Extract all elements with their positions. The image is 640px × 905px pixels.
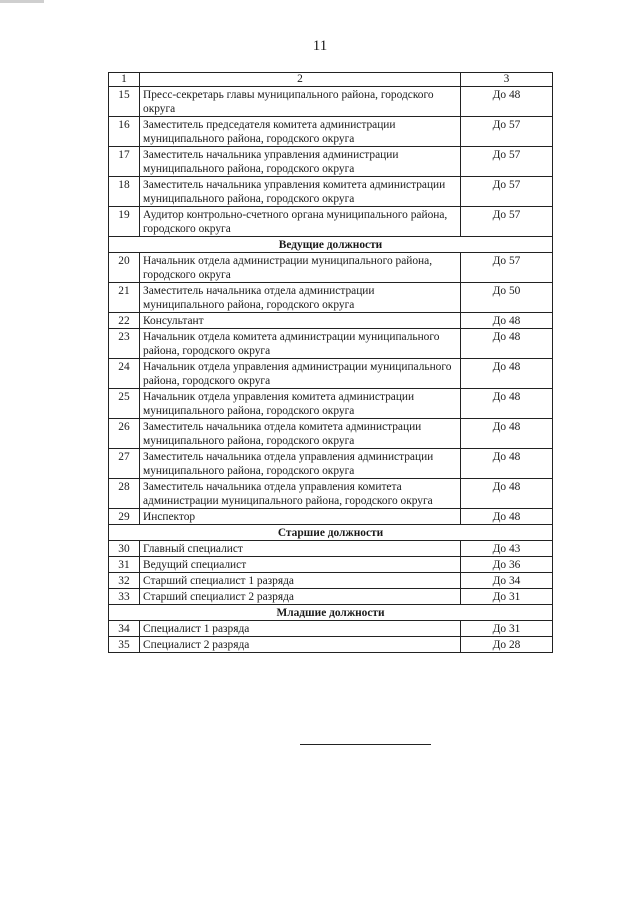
table-row [109,621,553,637]
row-number: 34 [109,621,140,637]
position-title: Старший специалист 2 разряда [140,589,461,605]
table-row [109,87,553,117]
table-row [109,389,553,419]
section-heading-row [109,525,553,541]
table-row [109,637,553,653]
section-heading-row [109,605,553,621]
row-number: 25 [109,389,140,419]
table-row [109,147,553,177]
table-row [109,359,553,389]
position-title: Начальник отдела комитета администрации муниципального района, городского округа [140,329,461,359]
end-of-document-line [300,744,431,745]
position-title: Заместитель начальника управления комитета администрации муниципального района, городского округа [140,177,461,207]
table-row [109,449,553,479]
table-row [109,479,553,509]
position-title: Заместитель начальника отдела комитета администрации муниципального района, городского округа [140,419,461,449]
row-value: До 36 [461,557,553,573]
position-title: Аудитор контрольно-счетного органа муниципального района, городского округа [140,207,461,237]
position-title: Специалист 2 разряда [140,637,461,653]
table-header-row [109,73,553,87]
table-row [109,419,553,449]
section-heading: Младшие должности [109,605,553,621]
table-row [109,541,553,557]
table-row [109,589,553,605]
table-row [109,207,553,237]
table-row [109,557,553,573]
row-value: До 43 [461,541,553,557]
row-value: До 31 [461,621,553,637]
row-number: 18 [109,177,140,207]
page-number: 11 [312,38,328,54]
row-number: 26 [109,419,140,449]
position-title: Пресс-секретарь главы муниципального района, городского округа [140,87,461,117]
row-value: До 48 [461,359,553,389]
table-row [109,253,553,283]
table-row [109,313,553,329]
table-row [109,117,553,147]
position-title: Начальник отдела администрации муниципального района, городского округа [140,253,461,283]
row-number: 21 [109,283,140,313]
row-value: До 28 [461,637,553,653]
position-title: Инспектор [140,509,461,525]
row-number: 15 [109,87,140,117]
row-number: 22 [109,313,140,329]
row-value: До 48 [461,87,553,117]
row-value: До 48 [461,449,553,479]
position-title: Заместитель начальника отдела управления комитета администрации муниципального района, городского округа [140,479,461,509]
header-col-1: 1 [109,73,140,87]
row-number: 32 [109,573,140,589]
row-value: До 57 [461,117,553,147]
table-row [109,509,553,525]
position-title: Специалист 1 разряда [140,621,461,637]
section-heading: Старшие должности [109,525,553,541]
scan-edge-mark [0,0,44,3]
position-title: Заместитель начальника управления администрации муниципального района, городского округа [140,147,461,177]
row-value: До 50 [461,283,553,313]
row-value: До 57 [461,253,553,283]
row-number: 17 [109,147,140,177]
row-value: До 48 [461,419,553,449]
row-number: 23 [109,329,140,359]
row-value: До 34 [461,573,553,589]
position-title: Ведущий специалист [140,557,461,573]
row-number: 24 [109,359,140,389]
position-title: Заместитель начальника отдела управления администрации муниципального района, городского округа [140,449,461,479]
position-title: Начальник отдела управления комитета администрации муниципального района, городского округа [140,389,461,419]
row-number: 29 [109,509,140,525]
row-value: До 48 [461,313,553,329]
row-value: До 57 [461,177,553,207]
section-heading: Ведущие должности [109,237,553,253]
row-number: 19 [109,207,140,237]
row-number: 28 [109,479,140,509]
row-number: 35 [109,637,140,653]
row-value: До 48 [461,509,553,525]
row-number: 20 [109,253,140,283]
row-value: До 57 [461,207,553,237]
position-title: Главный специалист [140,541,461,557]
row-number: 30 [109,541,140,557]
position-title: Консультант [140,313,461,329]
row-value: До 57 [461,147,553,177]
section-heading-row [109,237,553,253]
table-row [109,177,553,207]
header-col-3: 3 [461,73,553,87]
position-title: Заместитель председателя комитета администрации муниципального района, городского округа [140,117,461,147]
table-row [109,573,553,589]
header-col-2: 2 [140,73,461,87]
table-row [109,283,553,313]
row-value: До 48 [461,329,553,359]
positions-table [108,72,553,653]
table-row [109,329,553,359]
position-title: Начальник отдела управления администрации муниципального района, городского округа [140,359,461,389]
row-number: 16 [109,117,140,147]
position-title: Старший специалист 1 разряда [140,573,461,589]
position-title: Заместитель начальника отдела администрации муниципального района, городского округа [140,283,461,313]
row-value: До 48 [461,389,553,419]
row-number: 27 [109,449,140,479]
row-value: До 31 [461,589,553,605]
row-value: До 48 [461,479,553,509]
row-number: 31 [109,557,140,573]
row-number: 33 [109,589,140,605]
